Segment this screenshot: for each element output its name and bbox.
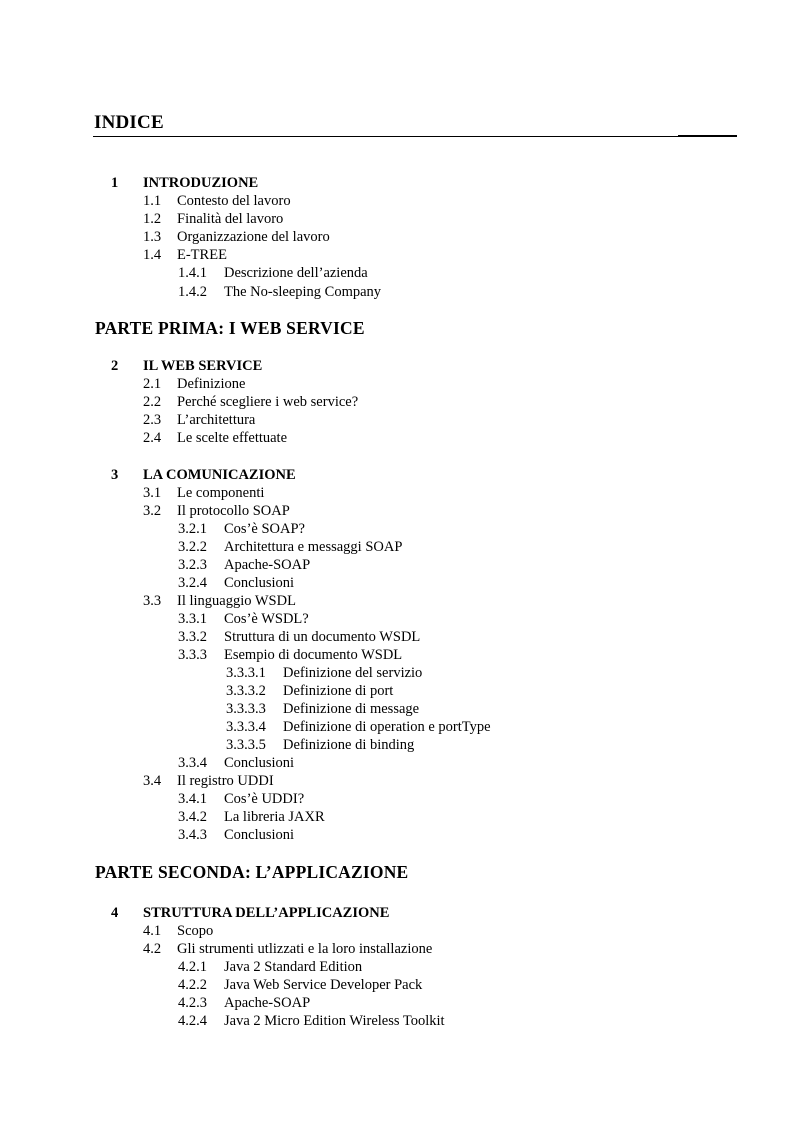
toc-label: Definizione di operation e portType xyxy=(283,719,491,735)
toc-num: 3.3.3.4 xyxy=(226,719,266,735)
toc-num: 4.2.1 xyxy=(178,959,207,975)
toc-num: 2.2 xyxy=(143,394,162,410)
toc-label: Contesto del lavoro xyxy=(177,193,291,209)
toc-label: Scopo xyxy=(177,923,214,939)
toc-label: INTRODUZIONE xyxy=(143,175,259,191)
toc-label: Il protocollo SOAP xyxy=(177,503,290,519)
toc-label: STRUTTURA DELL’APPLICAZIONE xyxy=(143,905,390,921)
toc-part-1[interactable]: PARTE PRIMA: I WEB SERVICE xyxy=(95,318,365,338)
toc-num: 3.4.1 xyxy=(178,791,207,807)
toc-num: 2.1 xyxy=(143,376,162,392)
toc-label: The No-sleeping Company xyxy=(224,284,382,300)
toc-num: 2 xyxy=(111,358,119,374)
toc-label: Java Web Service Developer Pack xyxy=(224,977,423,993)
toc-num: 1.3 xyxy=(143,229,162,245)
toc-num: 1.4.2 xyxy=(178,284,207,300)
toc-num: 3.3.3.1 xyxy=(226,665,266,681)
toc-num: 4.2.3 xyxy=(178,995,207,1011)
toc-num: 2.3 xyxy=(143,412,162,428)
toc-num: 1.4 xyxy=(143,247,162,263)
toc-label: Java 2 Micro Edition Wireless Toolkit xyxy=(224,1013,445,1029)
toc-label: Perché scegliere i web service? xyxy=(177,394,359,410)
toc-label: La libreria JAXR xyxy=(224,809,325,825)
toc-num: 3.4.3 xyxy=(178,827,207,843)
toc-num: 3.3.2 xyxy=(178,629,207,645)
toc-label: Organizzazione del lavoro xyxy=(177,229,330,245)
toc-label: Le scelte effettuate xyxy=(177,430,288,446)
toc-num: 3.3.3.3 xyxy=(226,701,266,717)
toc-num: 4.2.4 xyxy=(178,1013,207,1029)
toc-label: Definizione xyxy=(177,376,246,392)
toc-num: 3.2 xyxy=(143,503,162,519)
toc-label: Conclusioni xyxy=(224,827,295,843)
toc-label: Conclusioni xyxy=(224,575,295,591)
title-rule xyxy=(93,136,737,137)
toc-num: 3.2.1 xyxy=(178,521,207,537)
toc-label: Conclusioni xyxy=(224,755,295,771)
toc-num: 3.2.2 xyxy=(178,539,207,555)
toc-num: 1.2 xyxy=(143,211,162,227)
toc-label: Descrizione dell’azienda xyxy=(224,265,368,281)
toc-num: 2.4 xyxy=(143,430,162,446)
toc-label: Definizione del servizio xyxy=(283,665,423,681)
toc-num: 3.3.3.5 xyxy=(226,737,266,753)
toc-label: Cos’è SOAP? xyxy=(224,521,305,537)
title-rule-accent xyxy=(678,135,737,137)
toc-num: 1.1 xyxy=(143,193,162,209)
toc-label: Gli strumenti utlizzati e la loro installazione xyxy=(177,941,433,957)
toc-num: 3.2.4 xyxy=(178,575,207,591)
toc-num: 4.2.2 xyxy=(178,977,207,993)
toc-label: Il registro UDDI xyxy=(177,773,274,789)
toc-label: Java 2 Standard Edition xyxy=(224,959,363,975)
toc-num: 3.2.3 xyxy=(178,557,207,573)
toc-label: Finalità del lavoro xyxy=(177,211,284,227)
toc-num: 3.1 xyxy=(143,485,162,501)
toc-label: Esempio di documento WSDL xyxy=(224,647,403,663)
toc-num: 3 xyxy=(111,467,119,483)
toc-label: L’architettura xyxy=(177,412,256,428)
toc-label: Il linguaggio WSDL xyxy=(177,593,296,609)
toc-num: 3.3.1 xyxy=(178,611,207,627)
toc-num: 3.3 xyxy=(143,593,162,609)
toc-label: Definizione di port xyxy=(283,683,394,699)
toc-num: 1.4.1 xyxy=(178,265,207,281)
toc-num: 3.3.3 xyxy=(178,647,207,663)
toc-label: E-TREE xyxy=(177,247,227,263)
toc-part-2[interactable]: PARTE SECONDA: L’APPLICAZIONE xyxy=(95,862,409,882)
toc-num: 3.3.3.2 xyxy=(226,683,266,699)
toc-num: 4.1 xyxy=(143,923,162,939)
toc-label: Definizione di message xyxy=(283,701,420,717)
toc-num: 1 xyxy=(111,175,119,191)
page-title: INDICE xyxy=(94,112,164,133)
toc-num: 3.3.4 xyxy=(178,755,207,771)
toc-label: Le componenti xyxy=(177,485,265,501)
toc-num: 4 xyxy=(111,905,119,921)
toc-label: Apache-SOAP xyxy=(224,995,311,1011)
toc-label: Architettura e messaggi SOAP xyxy=(224,539,403,555)
toc-label: LA COMUNICAZIONE xyxy=(143,467,296,483)
toc-label: Cos’è WSDL? xyxy=(224,611,309,627)
toc-num: 4.2 xyxy=(143,941,162,957)
toc-num: 3.4 xyxy=(143,773,162,789)
toc-label: Apache-SOAP xyxy=(224,557,311,573)
toc-label: Definizione di binding xyxy=(283,737,415,753)
toc-label: IL WEB SERVICE xyxy=(143,358,263,374)
toc-label: Struttura di un documento WSDL xyxy=(224,629,421,645)
toc-num: 3.4.2 xyxy=(178,809,207,825)
toc-label: Cos’è UDDI? xyxy=(224,791,305,807)
